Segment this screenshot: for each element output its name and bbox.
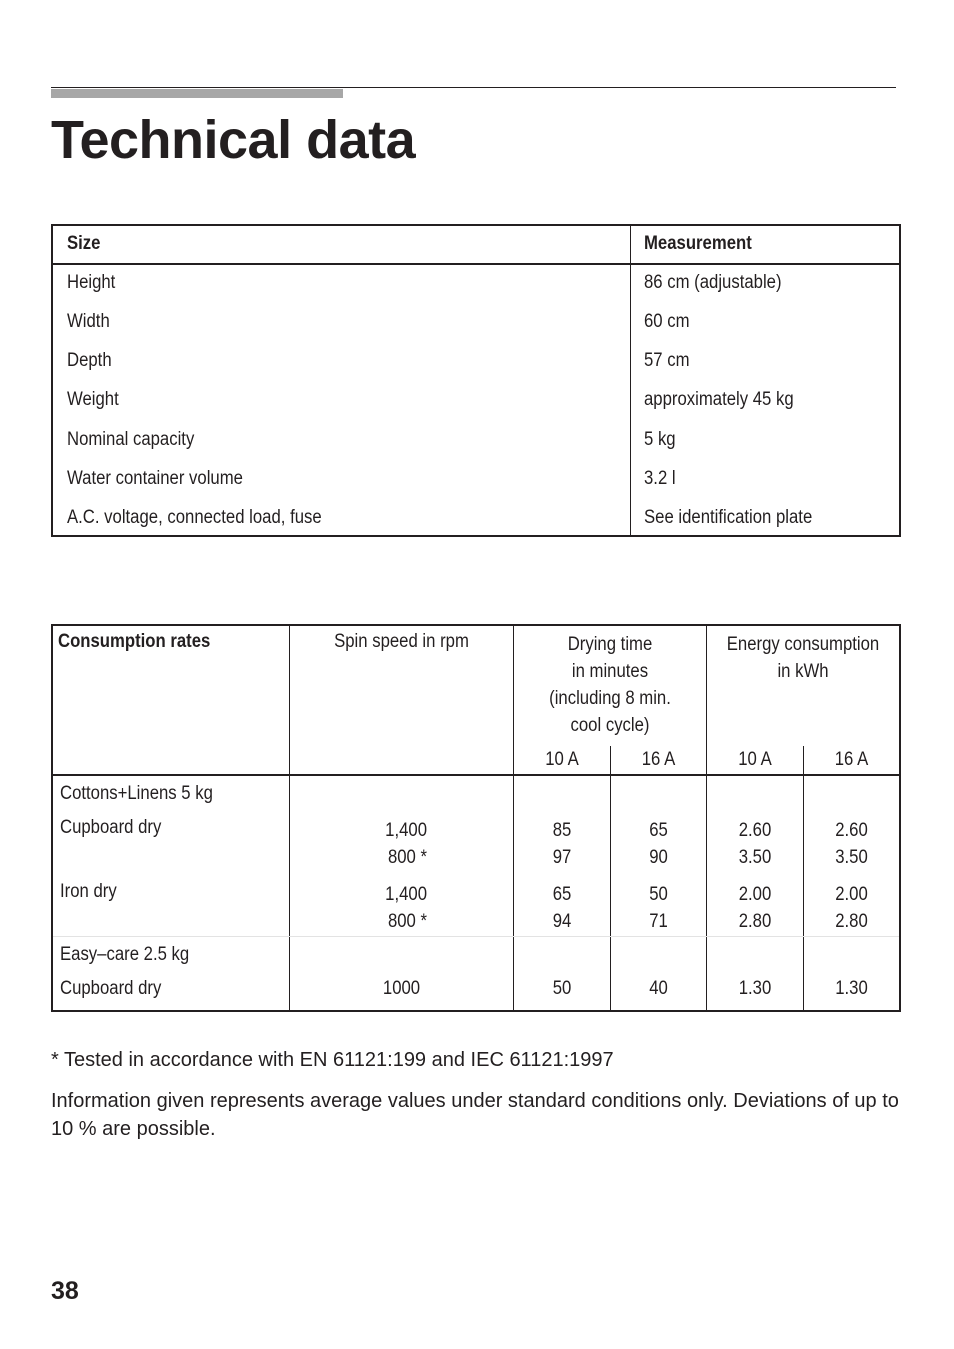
size-row-height-label: Height [67,272,116,293]
row-cottons-cupboard-dry-spin: 1,400 800 * [385,820,427,868]
size-row-voltage-value: See identification plate [644,507,813,528]
subheader-energy-16a: 16 A [834,749,869,770]
row-cottons-iron-dry-dry10: 65 94 [552,884,572,932]
size-row-weight-value: approximately 45 kg [644,389,794,410]
size-row-voltage-label: A.C. voltage, connected load, fuse [67,507,322,528]
col-divider-drying [513,626,514,1010]
row-cottons-cupboard-dry-program: Cupboard dry [60,817,162,838]
row-easycare-cupboard-dry-dry16: 40 [649,978,668,999]
col-divider-drying-sub [610,746,611,1010]
size-table-column-divider [630,226,631,535]
row-cottons-cupboard-dry-dry10: 85 97 [552,820,572,868]
size-row-depth-label: Depth [67,350,112,371]
col-divider-spin [289,626,290,1010]
consumption-header-drying: Drying time in minutes (including 8 min. cool cycle) [549,634,671,736]
row-easycare-cupboard-dry-dry10: 50 [552,978,572,999]
row-cottons-iron-dry-program: Iron dry [60,881,117,902]
size-row-height-value: 86 cm (adjustable) [644,272,782,293]
size-table-header-divider [53,263,899,265]
size-row-water-container-value: 3.2 l [644,468,676,489]
subheader-drying-16a: 16 A [641,749,676,770]
col-divider-energy [706,626,707,1010]
group-title-easy-care: Easy–care 2.5 kg [60,944,190,965]
row-cottons-cupboard-dry-en10: 2.60 3.50 [738,820,772,868]
row-cottons-iron-dry-en10: 2.00 2.80 [738,884,772,932]
subheader-drying-10a: 10 A [545,749,579,770]
size-row-width-label: Width [67,311,110,332]
size-table-header-measurement: Measurement [644,233,752,254]
row-easycare-cupboard-dry-spin: 1000 [382,978,421,999]
size-table [51,224,901,537]
header-rule [51,87,896,88]
size-row-weight-label: Weight [67,389,119,410]
col-divider-energy-sub [803,746,804,1010]
page-title: Technical data [51,110,416,170]
row-cottons-iron-dry-en16: 2.00 2.80 [835,884,868,932]
row-easycare-cupboard-dry-en16: 1.30 [835,978,868,999]
consumption-table [51,624,901,1012]
size-row-capacity-label: Nominal capacity [67,429,195,450]
row-cottons-iron-dry-spin: 1,400 800 * [385,884,427,932]
size-row-depth-value: 57 cm [644,350,690,371]
group-title-cottons: Cottons+Linens 5 kg [60,783,213,804]
row-easycare-cupboard-dry-en10: 1.30 [738,978,772,999]
size-row-capacity-value: 5 kg [644,429,676,450]
row-cottons-cupboard-dry-en16: 2.60 3.50 [835,820,868,868]
group-divider [53,936,899,937]
consumption-header-label: Consumption rates [58,631,211,652]
size-row-water-container-label: Water container volume [67,468,243,489]
page-number: 38 [51,1277,79,1305]
size-row-width-value: 60 cm [644,311,690,332]
row-cottons-cupboard-dry-dry16: 65 90 [649,820,668,868]
consumption-header-divider [53,774,899,776]
row-easycare-cupboard-dry-program: Cupboard dry [60,978,162,999]
header-accent-bar [51,89,343,98]
consumption-header-energy: Energy consumption in kWh [726,634,880,682]
row-cottons-iron-dry-dry16: 50 71 [649,884,668,932]
size-table-header-size: Size [67,233,101,254]
info-paragraph: Information given represents average values under standard conditions only. Deviations of up to 10 % are possible. [51,1090,899,1140]
footnote: * Tested in accordance with EN 61121:199 and IEC 61121:1997 [51,1049,614,1071]
subheader-energy-10a: 10 A [738,749,772,770]
consumption-header-spin: Spin speed in rpm [334,631,469,652]
